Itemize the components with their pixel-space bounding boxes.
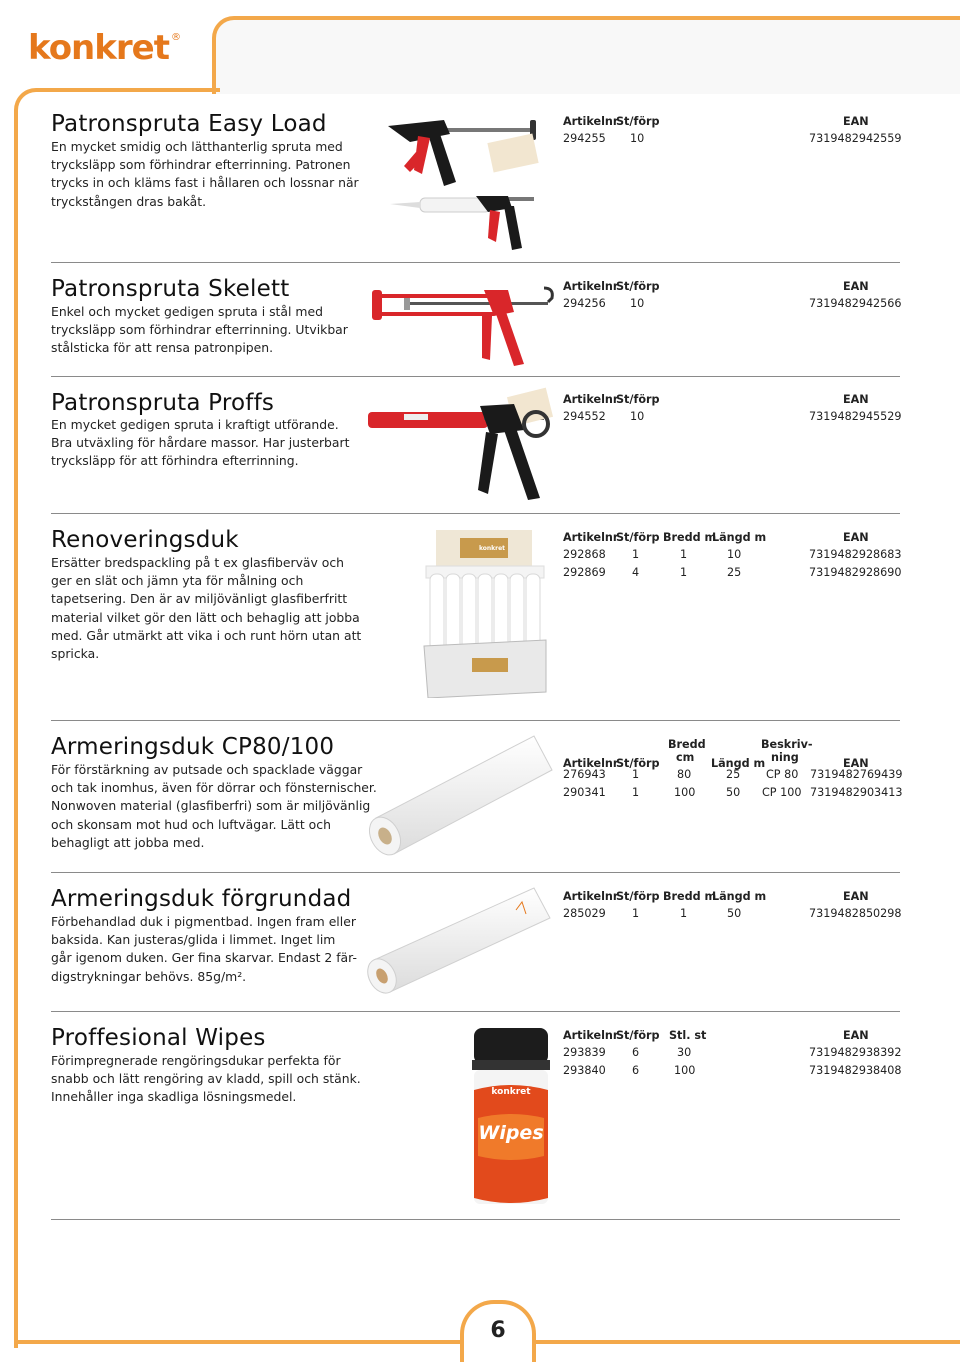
table-cell: 7319482928683 [809, 548, 902, 561]
table-cell: 293839 [563, 1046, 606, 1059]
table-cell: 7319482942566 [809, 297, 902, 310]
section-divider [51, 1219, 900, 1220]
desc-line: tapetsering. Den är av miljövänligt glasfiberfritt [51, 591, 348, 607]
desc-line: Ersätter bredspackling på t ex glasfiberväv och [51, 555, 345, 570]
desc-line: material vilket gör den lätt och behaglig att jobba [51, 609, 360, 625]
table-cell: CP 80 [766, 768, 799, 781]
col-header-ean: EAN [843, 280, 869, 293]
col-header-artikelnr: Artikelnr [563, 115, 619, 128]
wipes-name-label: Wipes [478, 1122, 544, 1144]
desc-line: baksida. Kan justeras/glida i limmet. Inget lim [51, 932, 336, 948]
product-description [51, 416, 351, 471]
product-title: Armeringsduk CP80/100 [51, 734, 335, 760]
table-cell: 292869 [563, 566, 606, 579]
wipes-brand-label: konkret [491, 1087, 531, 1097]
col-header-ean: EAN [843, 890, 869, 903]
col-header-ean: EAN [843, 115, 869, 128]
table-cell: 1 [632, 548, 640, 561]
table-cell: 50 [726, 786, 741, 799]
col-header-st-forp: St/förp [616, 115, 660, 128]
col-header-artikelnr: Artikelnr [563, 531, 619, 544]
desc-line: trycksläpp som förhindrar efterrinning. Patronen [51, 157, 351, 173]
section-divider [51, 872, 900, 873]
desc-line: och skonsam mot hud och luftvägar. Lätt och [51, 816, 331, 832]
desc-line: med. Går utmärkt att vika i och runt hörn utan att [51, 627, 362, 643]
desc-line: digstrykningar behövs. 85g/m². [51, 968, 247, 984]
col-header-bredd: Bredd [668, 738, 706, 751]
table-cell: 1 [680, 548, 688, 561]
desc-line: och tak inomhus, även för dörrar och fönsternischer. [51, 780, 377, 796]
col-header-langd: Längd m [711, 757, 766, 770]
table-cell: CP 100 [762, 786, 802, 799]
product-title: Patronspruta Easy Load [51, 111, 327, 137]
desc-line: För förstärkning av putsade och spacklade väggar [51, 762, 363, 777]
table-cell: 7319482942559 [809, 132, 902, 145]
col-header-st-forp: St/förp [616, 393, 660, 406]
wipes-canister-icon [470, 1026, 552, 1206]
col-header-ean: EAN [843, 393, 869, 406]
col-header-st-forp: St/förp [616, 280, 660, 293]
product-description [51, 1052, 361, 1107]
desc-line: Innehåller inga skadliga lösningsmedel. [51, 1089, 297, 1105]
desc-line: Enkel och mycket gedigen spruta i stål med [51, 304, 323, 319]
product-title: Renoveringsduk [51, 527, 239, 553]
desc-line: Nonwoven material (glasfiberfri) som är miljövänlig [51, 798, 371, 814]
logo-text: konkret [28, 28, 169, 68]
table-cell: 1 [632, 907, 640, 920]
col-header-langd: Längd m [712, 531, 767, 544]
table-cell: 7319482903413 [810, 786, 903, 799]
section-divider [51, 513, 900, 514]
product-description [51, 554, 362, 663]
pro-gun-icon [364, 386, 556, 504]
table-cell: 294256 [563, 297, 606, 310]
col-header-bredd-unit: cm [676, 751, 695, 764]
table-cell: 290341 [563, 786, 606, 799]
table-cell: 1 [632, 768, 640, 781]
col-header-st-forp: St/förp [616, 890, 660, 903]
desc-line: Förbehandlad duk i pigmentbad. Ingen fram eller [51, 914, 356, 929]
desc-line: ger en slät och jämn yta för målning och [51, 573, 304, 589]
skeleton-gun-icon [368, 282, 558, 366]
table-cell: 1 [680, 907, 688, 920]
table-cell: 25 [727, 566, 742, 579]
section-divider [51, 262, 900, 263]
desc-line: behagligt att jobba med. [51, 834, 205, 850]
table-cell: 80 [677, 768, 692, 781]
product-title: Armeringsduk förgrundad [51, 886, 352, 912]
caulking-gun-icon [380, 112, 550, 252]
table-cell: 7319482945529 [809, 410, 902, 423]
table-cell: 1 [680, 566, 688, 579]
col-header-beskrivning-2: ning [771, 751, 799, 764]
section-divider [51, 376, 900, 377]
col-header-langd: Längd m [712, 890, 767, 903]
box-label: konkret [478, 545, 506, 552]
table-cell: 30 [677, 1046, 692, 1059]
desc-line: En mycket gedigen spruta i kraftigt utförande. [51, 417, 339, 432]
table-cell: 7319482928690 [809, 566, 902, 579]
table-cell: 10 [630, 297, 645, 310]
table-cell: 25 [726, 768, 741, 781]
desc-line: trycksläpp för att förhindra efterrinning. [51, 453, 299, 469]
roll-box-icon [420, 530, 550, 698]
desc-line: Bra utväxling för hårdare massor. Har justerbart [51, 435, 350, 451]
col-header-ean: EAN [843, 531, 869, 544]
table-cell: 7319482938392 [809, 1046, 902, 1059]
product-title: Proffesional Wipes [51, 1025, 266, 1051]
brand-logo [28, 28, 181, 72]
table-cell: 293840 [563, 1064, 606, 1077]
table-cell: 7319482938408 [809, 1064, 902, 1077]
table-cell: 50 [727, 907, 742, 920]
col-header-st-forp: St/förp [616, 757, 660, 770]
table-cell: 294255 [563, 132, 606, 145]
table-cell: 276943 [563, 768, 606, 781]
fabric-roll-icon [366, 884, 556, 1000]
desc-line: trycksläpp som förhindrar efterrinning. Utvikbar [51, 322, 348, 338]
col-header-stl-st: Stl. st [669, 1029, 707, 1042]
table-cell: 294552 [563, 410, 606, 423]
col-header-ean: EAN [843, 757, 869, 770]
desc-line: trycks in och kläms fast i hållaren och lossnar när [51, 175, 359, 191]
product-title: Patronspruta Skelett [51, 276, 290, 302]
col-header-artikelnr: Artikelnr [563, 393, 619, 406]
table-cell: 6 [632, 1064, 640, 1077]
product-title: Patronspruta Proffs [51, 390, 275, 416]
desc-line: Förimpregnerade rengöringsdukar perfekta för [51, 1053, 341, 1068]
table-cell: 292868 [563, 548, 606, 561]
table-cell: 7319482769439 [810, 768, 903, 781]
col-header-artikelnr: Artikelnr [563, 890, 619, 903]
col-header-beskrivning: Beskriv- [761, 738, 813, 751]
table-cell: 7319482850298 [809, 907, 902, 920]
fabric-roll-icon [366, 732, 556, 862]
col-header-artikelnr: Artikelnr [563, 757, 619, 770]
col-header-st-forp: St/förp [616, 531, 660, 544]
product-description [51, 303, 351, 358]
product-description [51, 138, 359, 211]
col-header-st-forp: St/förp [616, 1029, 660, 1042]
col-header-bredd: Bredd m [663, 890, 717, 903]
table-cell: 1 [632, 786, 640, 799]
desc-line: snabb och lätt rengöring av kladd, spill och stänk. [51, 1071, 361, 1087]
product-description [51, 913, 357, 986]
product-description [51, 761, 377, 852]
page-number-tab [460, 1300, 536, 1362]
section-divider [51, 720, 900, 721]
table-cell: 100 [674, 786, 696, 799]
header-band [212, 16, 960, 94]
table-cell: 6 [632, 1046, 640, 1059]
desc-line: tryckstången dras bakåt. [51, 193, 207, 209]
desc-line: spricka. [51, 646, 100, 662]
table-cell: 10 [630, 132, 645, 145]
col-header-bredd: Bredd m [663, 531, 717, 544]
desc-line: En mycket smidig och lätthanterlig spruta med [51, 139, 343, 154]
section-divider [51, 1011, 900, 1012]
col-header-ean: EAN [843, 1029, 869, 1042]
table-cell: 10 [630, 410, 645, 423]
logo-registered-mark: ® [170, 32, 181, 43]
col-header-artikelnr: Artikelnr [563, 1029, 619, 1042]
desc-line: stålsticka för att rensa patronpipen. [51, 340, 274, 356]
table-cell: 4 [632, 566, 640, 579]
table-cell: 10 [727, 548, 742, 561]
page-number: 6 [490, 1318, 506, 1343]
col-header-artikelnr: Artikelnr [563, 280, 619, 293]
desc-line: går igenom duken. Ger fina skarvar. Endast 2 fär- [51, 950, 357, 966]
table-cell: 100 [674, 1064, 696, 1077]
table-cell: 285029 [563, 907, 606, 920]
